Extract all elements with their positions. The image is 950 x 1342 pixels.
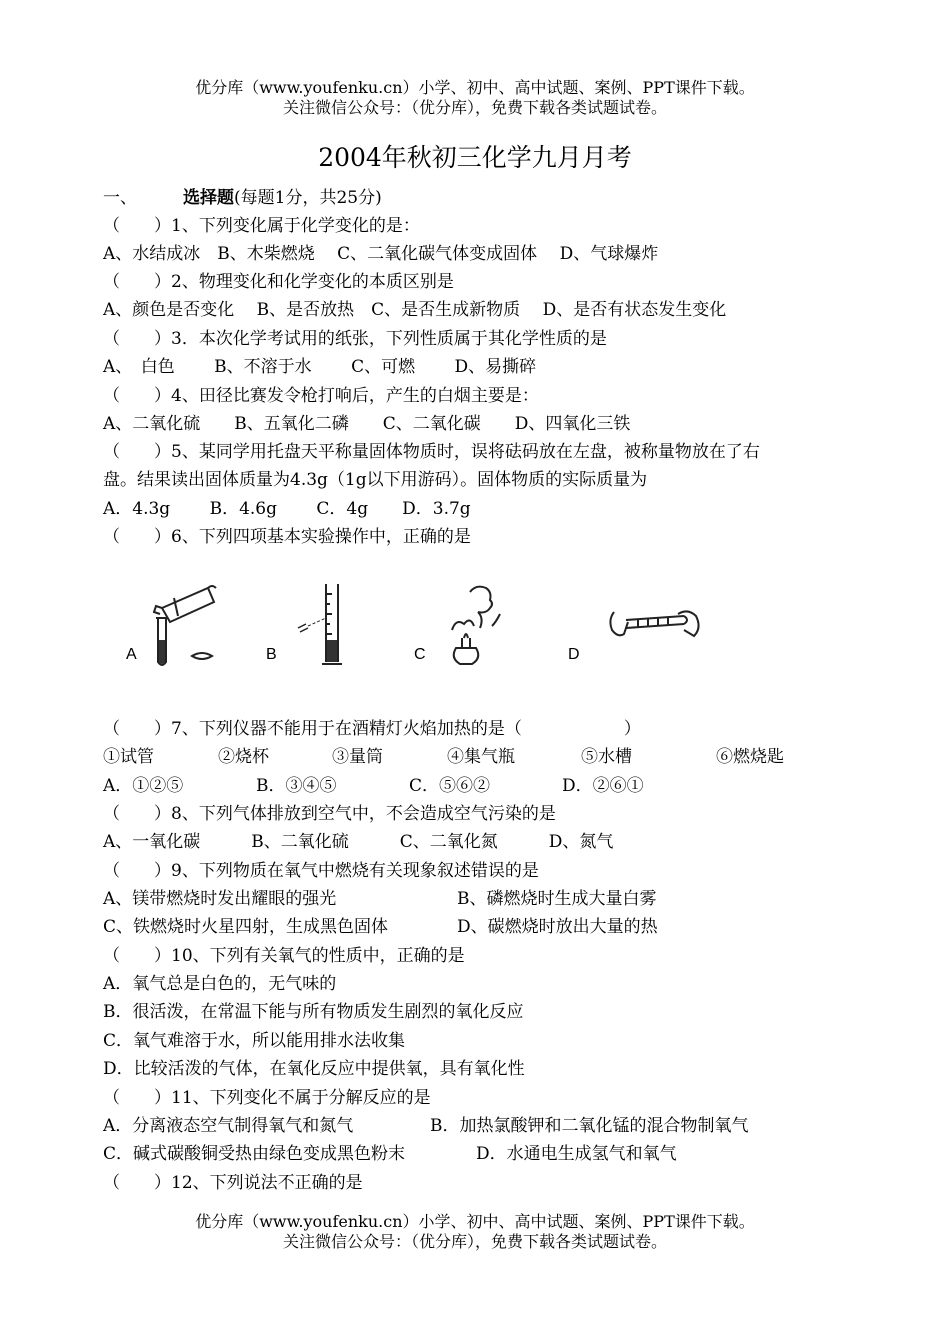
q7-item-2: ②烧杯 [218, 747, 269, 767]
q8-options: A、一氧化碳 B、二氧化硫 C、二氧化氮 D、氮气 [103, 832, 614, 852]
q9-option-c: C、铁燃烧时火星四射，生成黑色固体 [103, 917, 389, 937]
q11-option-a: A．分离液态空气制得氧气和氮气 [103, 1116, 354, 1136]
header-line-1: 优分库（www.youfenku.cn）小学、初中、高中试题、案例、PPT课件下载。 [195, 78, 755, 97]
q10-stem: （ ）10、下列有关氧气的性质中，正确的是 [103, 946, 465, 966]
figure-a-label: A [126, 646, 137, 663]
q9-option-d: D、碳燃烧时放出大量的热 [457, 917, 658, 937]
page-title: 2004年秋初三化学九月月考 [318, 143, 632, 172]
q2-stem: （ ）2、物理变化和化学变化的本质区别是 [103, 272, 454, 292]
q9-stem: （ ）9、下列物质在氧气中燃烧有关现象叙述错误的是 [103, 861, 539, 881]
q10-option-a: A．氧气总是白色的，无气味的 [103, 974, 337, 994]
q1-stem: （ ）1、下列变化属于化学变化的是： [103, 216, 420, 236]
q9-option-a: A、镁带燃烧时发出耀眼的强光 [103, 889, 337, 909]
section-name: 选择题 [183, 188, 234, 208]
q10-option-b: B．很活泼，在常温下能与所有物质发生剧烈的氧化反应 [103, 1002, 524, 1022]
q4-stem: （ ）4、田径比赛发令枪打响后，产生的白烟主要是： [103, 386, 539, 406]
footer-line-1: 优分库（www.youfenku.cn）小学、初中、高中试题、案例、PPT课件下载。 [195, 1212, 755, 1231]
q1-options: A、水结成冰 B、木柴燃烧 C、二氧化碳气体变成固体 D、气球爆炸 [103, 244, 659, 264]
figure-b-cylinder [290, 580, 360, 670]
section-note: (每题1分，共25分) [234, 188, 382, 208]
q10-option-c: C．氧气难溶于水，所以能用排水法收集 [103, 1031, 406, 1051]
q5-stem-line-1: （ ）5、某同学用托盘天平称量固体物质时，误将砝码放在左盘，被称量物放在了右 [103, 442, 760, 462]
section-heading [103, 186, 382, 210]
figure-d-test-tube [604, 600, 704, 650]
footer-line-2: 关注微信公众号：（优分库），免费下载各类试题试卷。 [282, 1232, 667, 1251]
q7-stem: （ ）7、下列仪器不能用于在酒精灯火焰加热的是（ ） [103, 719, 641, 739]
figure-c-smelling [440, 578, 520, 670]
q7-item-6: ⑥燃烧匙 [716, 747, 784, 767]
q11-option-b: B．加热氯酸钾和二氧化锰的混合物制氧气 [430, 1116, 749, 1136]
figure-a-pouring [150, 580, 220, 670]
q12-stem: （ ）12、下列说法不正确的是 [103, 1173, 363, 1193]
q5-options: A．4.3g B．4.6g C．4g D．3.7g [103, 499, 471, 519]
q9-option-b: B、磷燃烧时生成大量白雾 [457, 889, 657, 909]
q7-option-b: B．③④⑤ [256, 776, 337, 796]
q7-item-4: ④集气瓶 [447, 747, 515, 767]
q4-options: A、二氧化硫 B、五氧化二磷 C、二氧化碳 D、四氧化三铁 [103, 414, 631, 434]
q3-stem: （ ）3．本次化学考试用的纸张，下列性质属于其化学性质的是 [103, 329, 607, 349]
q11-option-d: D．水通电生成氢气和氧气 [476, 1144, 677, 1164]
q10-option-d: D．比较活泼的气体，在氧化反应中提供氧，具有氧化性 [103, 1059, 525, 1079]
q3-options: A、 白色 B、不溶于水 C、可燃 D、易撕碎 [103, 357, 537, 377]
q7-option-a: A．①②⑤ [103, 776, 184, 796]
section-number: 一、 [103, 188, 137, 208]
figure-d-label: D [568, 646, 580, 663]
q2-options: A、颜色是否变化 B、是否放热 C、是否生成新物质 D、是否有状态发生变化 [103, 300, 727, 320]
q7-option-c: C．⑤⑥② [409, 776, 491, 796]
q7-item-3: ③量筒 [332, 747, 383, 767]
q11-stem: （ ）11、下列变化不属于分解反应的是 [103, 1088, 431, 1108]
q8-stem: （ ）8、下列气体排放到空气中，不会造成空气污染的是 [103, 804, 556, 824]
figure-b-label: B [266, 646, 277, 663]
q11-option-c: C．碱式碳酸铜受热由绿色变成黑色粉末 [103, 1144, 406, 1164]
figure-c-label: C [414, 646, 426, 663]
header-line-2: 关注微信公众号：（优分库），免费下载各类试题试卷。 [282, 98, 667, 117]
q7-option-d: D．②⑥① [562, 776, 644, 796]
q7-item-1: ①试管 [103, 747, 154, 767]
q7-item-5: ⑤水槽 [581, 747, 632, 767]
q6-stem: （ ）6、下列四项基本实验操作中，正确的是 [103, 527, 471, 547]
q5-stem-line-2: 盘。结果读出固体质量为4.3g（1g以下用游码）。固体物质的实际质量为 [103, 470, 648, 490]
